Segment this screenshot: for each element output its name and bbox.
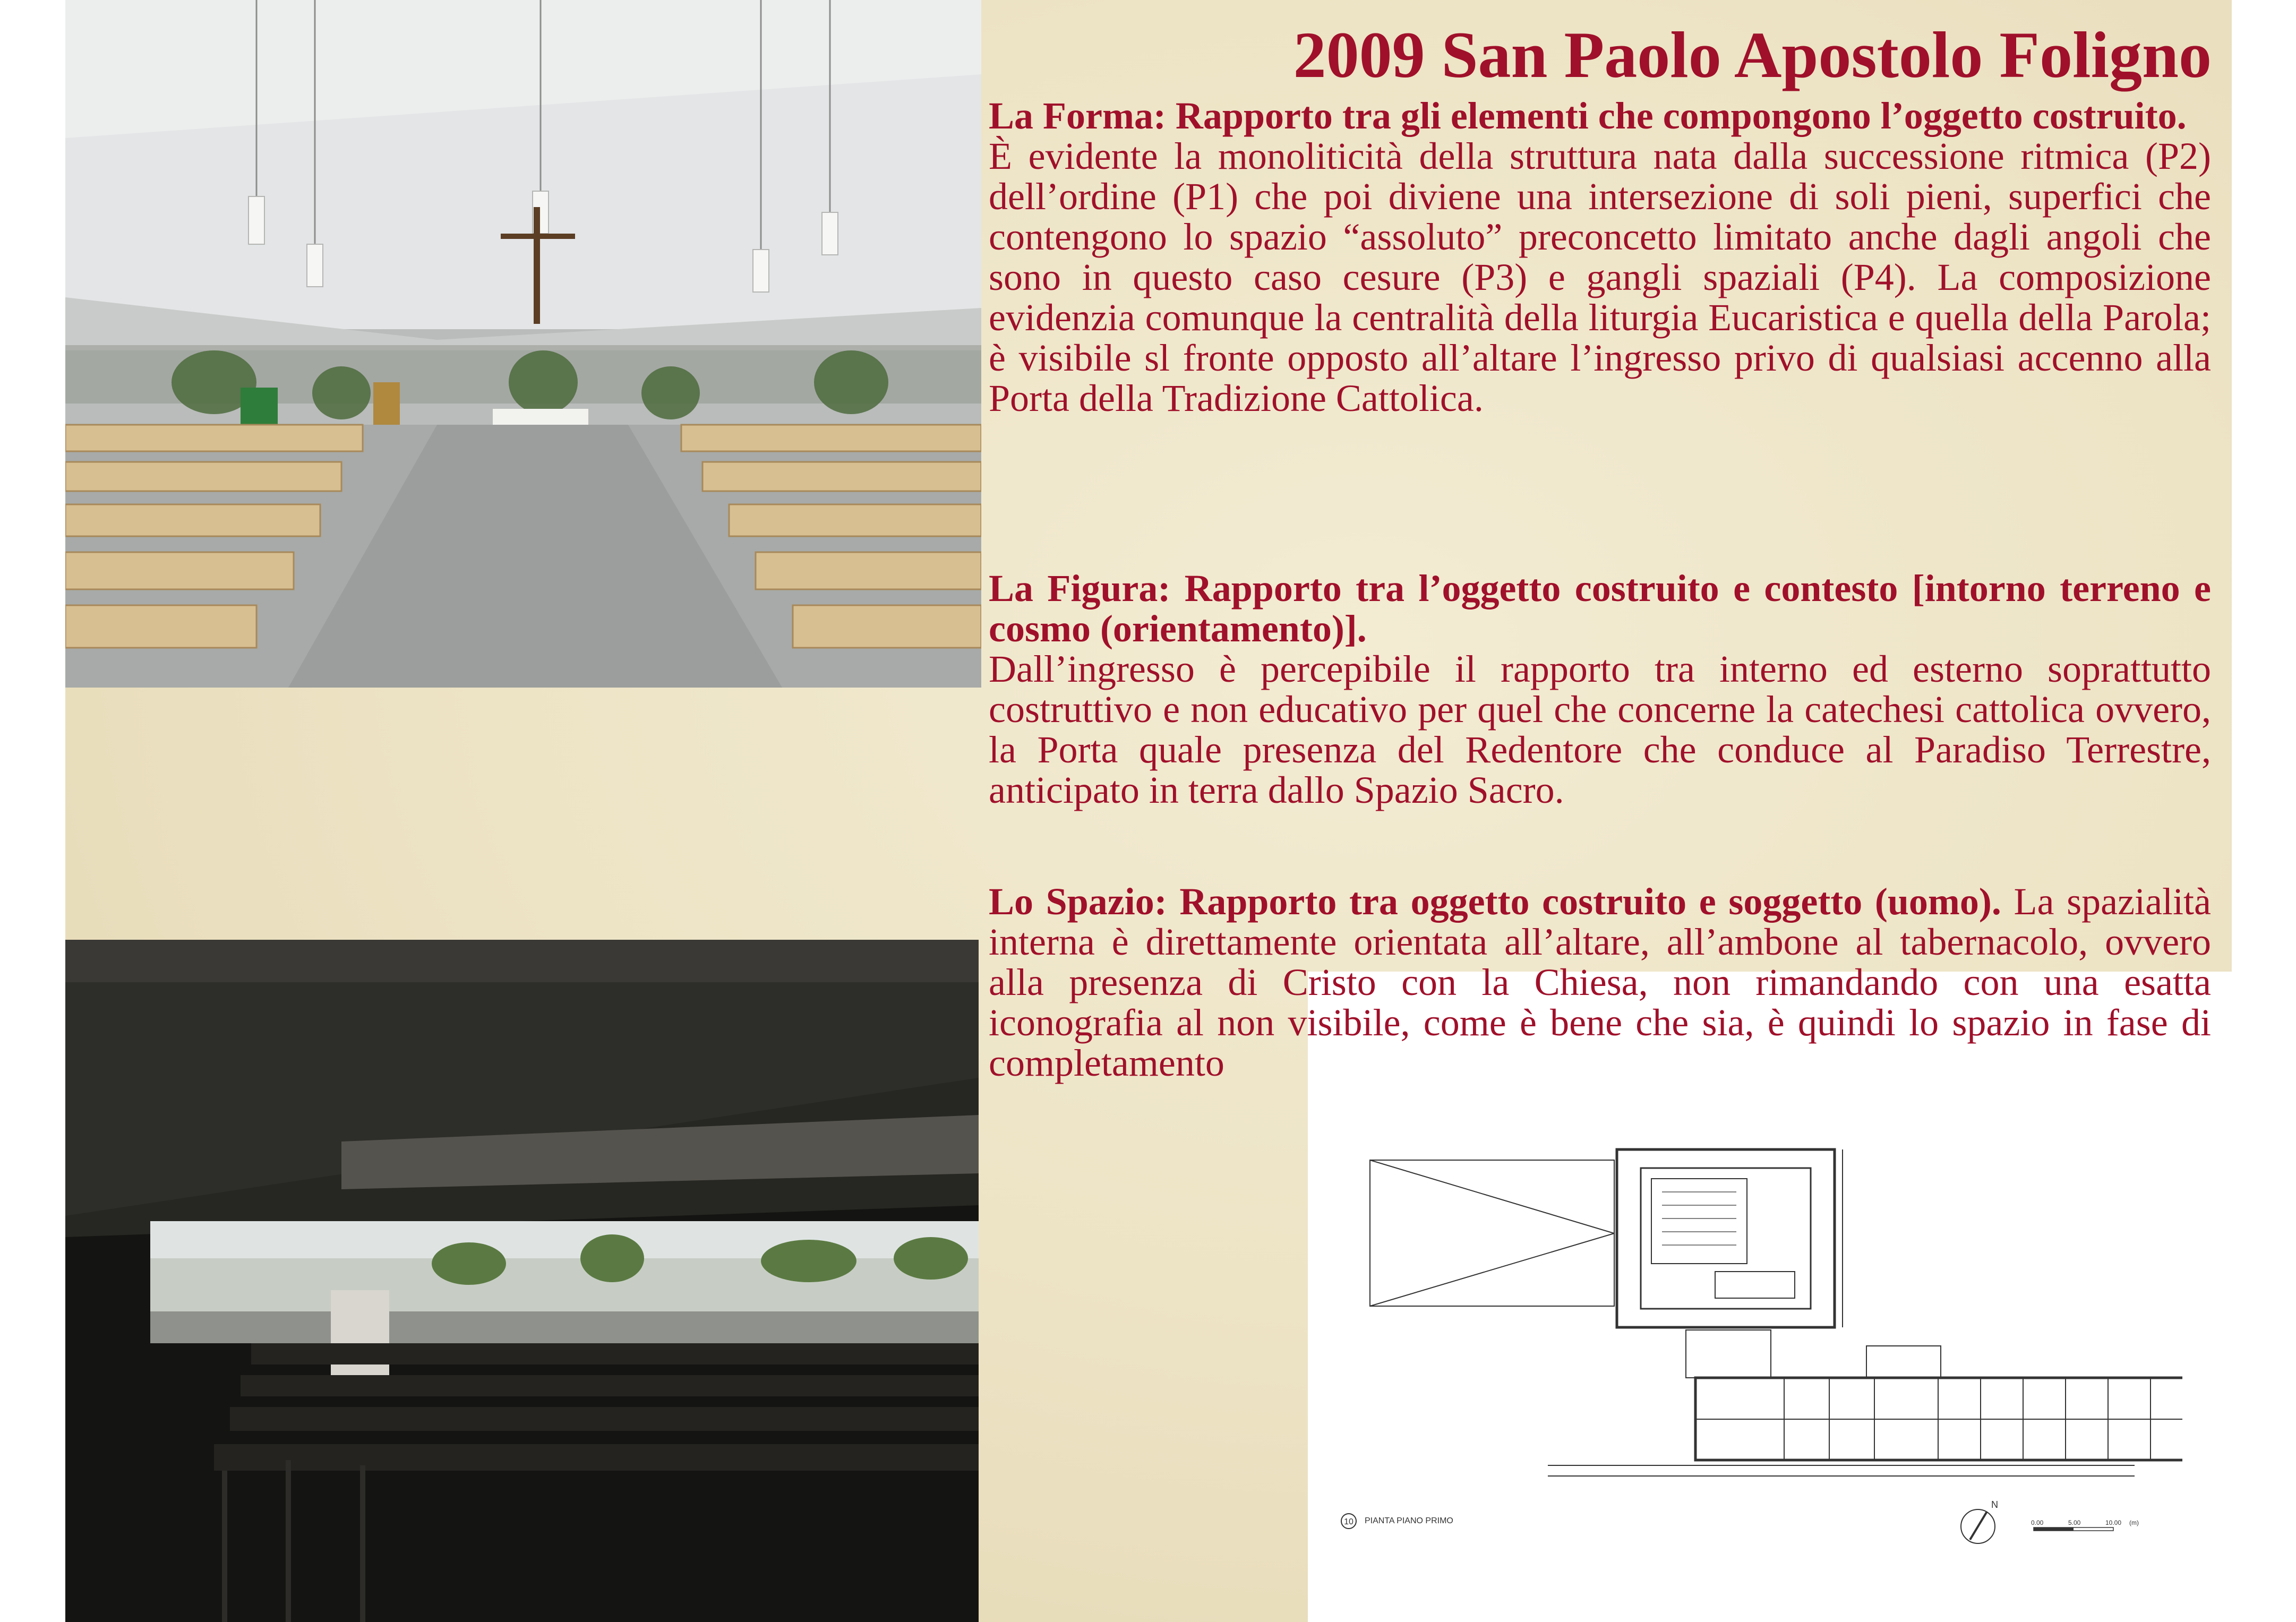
dark-interior-photo xyxy=(65,940,979,1622)
section-forma-body: È evidente la monoliticità della struttura nata dalla successione ritmica (P2) dell’ordine (P1) che poi diviene una intersezione di soli pieni, superfici che contengono lo spazio “assoluto” preconcetto limitato anche dagli angoli che sono in questo caso cesure (P3) e gangli spaziali (P4). La composizione evidenzia comunque la centralità della liturgia Eucaristica e quella della Parola; è visibile sl fronte opposto all’altare l’ingresso privo di qualsiasi accenno alla Porta della Tradizione Cattolica. xyxy=(989,135,2211,419)
plan-caption: PIANTA PIANO PRIMO xyxy=(1365,1516,1453,1525)
scale-label-0: 0.00 xyxy=(2031,1519,2044,1526)
section-figura-heading: La Figura: Rapporto tra l’oggetto costruito e contesto [intorno terreno e cosmo (orientamento)]. xyxy=(989,567,2211,650)
plan-number: 10 xyxy=(1344,1517,1353,1526)
section-forma-heading: La Forma: Rapporto tra gli elementi che compongono l’oggetto costruito. xyxy=(989,95,2187,137)
section-forma xyxy=(989,96,2211,418)
section-spazio-heading: Lo Spazio: Rapporto tra oggetto costruito e soggetto (uomo). xyxy=(989,880,2001,923)
floor-plan-drawing xyxy=(1312,1112,2182,1558)
church-interior-photo xyxy=(65,0,981,688)
page-title: 2009 San Paolo Apostolo Foligno xyxy=(1293,19,2212,91)
section-figura-body: Dall’ingresso è percepibile il rapporto tra interno ed esterno soprattutto costruttivo e non educativo per quel che concerne la catechesi cattolica ovvero, la Porta quale presenza del Redentore che conduce al Paradiso Terrestre, anticipato in terra dallo Spazio Sacro. xyxy=(989,648,2211,811)
scale-label-5: 5.00 xyxy=(2068,1519,2081,1526)
scale-label-10: 10.00 xyxy=(2105,1519,2122,1526)
section-spazio xyxy=(989,881,2211,1083)
scale-unit: (m) xyxy=(2129,1519,2139,1526)
north-label: N xyxy=(1991,1499,1998,1510)
section-spazio-body: La spazialità interna è direttamente orientata all’altare, all’ambone al tabernacolo, ovvero alla presenza di Cristo con la Chiesa, non rimandando con una esatta iconografia al non visibile, come è bene che sia, è quindi lo spazio in fase di completamento xyxy=(989,880,2211,1084)
floor-plan xyxy=(1312,1112,2182,1558)
section-figura xyxy=(989,568,2211,810)
